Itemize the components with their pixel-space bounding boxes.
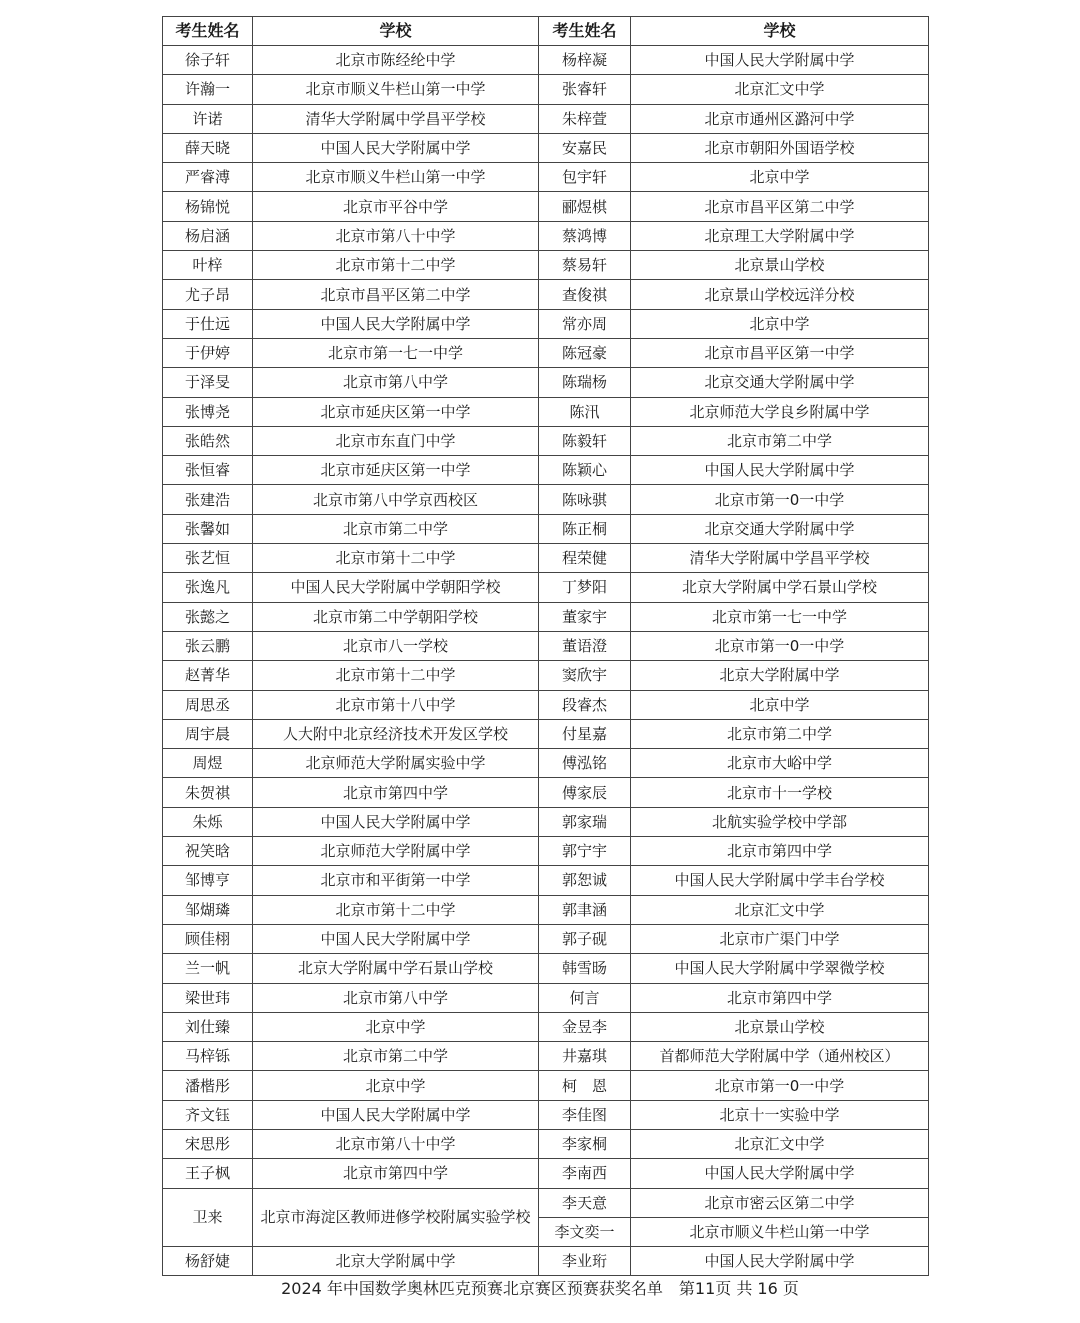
school-cell: 北京中学	[631, 309, 929, 338]
name-cell: 张逸凡	[163, 573, 253, 602]
table-row	[163, 221, 929, 250]
school-cell: 北京市第八十中学	[253, 221, 539, 250]
name-cell: 郭家瑞	[539, 807, 631, 836]
school-cell: 中国人民大学附属中学	[631, 456, 929, 485]
name-cell: 包宇轩	[539, 163, 631, 192]
table-row	[163, 778, 929, 807]
name-cell: 邹博亨	[163, 866, 253, 895]
school-cell: 北京市第十二中学	[253, 544, 539, 573]
name-cell: 张馨如	[163, 514, 253, 543]
table-row	[163, 807, 929, 836]
name-cell: 董语澄	[539, 631, 631, 660]
name-cell: 丁梦阳	[539, 573, 631, 602]
table-row	[163, 368, 929, 397]
name-cell: 张恒睿	[163, 456, 253, 485]
award-table	[162, 16, 929, 1276]
school-cell: 北京市第八十中学	[253, 1129, 539, 1158]
table-row	[163, 309, 929, 338]
name-cell: 陈瑞杨	[539, 368, 631, 397]
school-cell: 北京市延庆区第一中学	[253, 397, 539, 426]
school-cell: 北京市平谷中学	[253, 192, 539, 221]
school-cell: 北京市第一0一中学	[631, 631, 929, 660]
table-row	[163, 544, 929, 573]
school-cell: 北京市第二中学朝阳学校	[253, 602, 539, 631]
name-cell: 蔡鸿博	[539, 221, 631, 250]
school-cell: 北京市顺义牛栏山第一中学	[253, 75, 539, 104]
school-cell: 北京景山学校	[631, 1012, 929, 1041]
header-school-right: 学校	[631, 17, 929, 46]
school-cell: 北京师范大学附属实验中学	[253, 749, 539, 778]
name-cell: 朱贺祺	[163, 778, 253, 807]
name-cell: 尤子昂	[163, 280, 253, 309]
table-row	[163, 485, 929, 514]
name-cell: 郭宁宇	[539, 837, 631, 866]
name-cell: 何言	[539, 983, 631, 1012]
school-cell: 北京汇文中学	[631, 75, 929, 104]
name-cell: 邹煳璘	[163, 895, 253, 924]
table-row	[163, 514, 929, 543]
school-cell: 北京师范大学附属中学	[253, 837, 539, 866]
table-row	[163, 1042, 929, 1071]
name-cell: 王子枫	[163, 1159, 253, 1188]
name-cell: 查俊祺	[539, 280, 631, 309]
name-cell: 朱烁	[163, 807, 253, 836]
table-row	[163, 602, 929, 631]
name-cell: 安嘉民	[539, 133, 631, 162]
table-row	[163, 895, 929, 924]
name-cell: 井嘉琪	[539, 1042, 631, 1071]
school-cell: 北京市第一0一中学	[631, 485, 929, 514]
name-cell: 兰一帆	[163, 954, 253, 983]
school-cell: 北京十一实验中学	[631, 1100, 929, 1129]
school-cell: 北京市海淀区教师进修学校附属实验学校	[253, 1188, 539, 1247]
table-row	[163, 133, 929, 162]
name-cell: 宋思彤	[163, 1129, 253, 1158]
name-cell: 杨梓凝	[539, 46, 631, 75]
school-cell: 北京市密云区第二中学	[631, 1188, 929, 1217]
name-cell: 周思丞	[163, 690, 253, 719]
name-cell: 朱梓萱	[539, 104, 631, 133]
table-row	[163, 1188, 929, 1217]
name-cell: 许诺	[163, 104, 253, 133]
table-row	[163, 1071, 929, 1100]
name-cell: 柯 恩	[539, 1071, 631, 1100]
table-row	[163, 163, 929, 192]
table-row	[163, 837, 929, 866]
table-row	[163, 251, 929, 280]
name-cell: 张建浩	[163, 485, 253, 514]
school-cell: 北京市昌平区第一中学	[631, 338, 929, 367]
name-cell: 刘仕臻	[163, 1012, 253, 1041]
name-cell: 陈毅轩	[539, 426, 631, 455]
school-cell: 北京中学	[253, 1012, 539, 1041]
name-cell: 叶梓	[163, 251, 253, 280]
school-cell: 中国人民大学附属中学	[253, 807, 539, 836]
table-row	[163, 75, 929, 104]
name-cell: 赵菁华	[163, 661, 253, 690]
name-cell: 傅家辰	[539, 778, 631, 807]
name-cell: 杨舒婕	[163, 1247, 253, 1276]
table-row	[163, 924, 929, 953]
school-cell: 中国人民大学附属中学	[253, 1100, 539, 1129]
name-cell: 梁世玮	[163, 983, 253, 1012]
table-row	[163, 456, 929, 485]
school-cell: 中国人民大学附属中学朝阳学校	[253, 573, 539, 602]
school-cell: 北京市十一学校	[631, 778, 929, 807]
name-cell: 张艺恒	[163, 544, 253, 573]
school-cell: 北京市大峪中学	[631, 749, 929, 778]
school-cell: 北京市顺义牛栏山第一中学	[631, 1217, 929, 1246]
table-row	[163, 397, 929, 426]
school-cell: 中国人民大学附属中学翠微学校	[631, 954, 929, 983]
table-header-row	[163, 17, 929, 46]
school-cell: 北京市第八中学京西校区	[253, 485, 539, 514]
school-cell: 北京汇文中学	[631, 1129, 929, 1158]
name-cell: 张皓然	[163, 426, 253, 455]
school-cell: 北航实验学校中学部	[631, 807, 929, 836]
school-cell: 中国人民大学附属中学	[631, 1159, 929, 1188]
school-cell: 北京市朝阳外国语学校	[631, 133, 929, 162]
school-cell: 北京市第十二中学	[253, 661, 539, 690]
school-cell: 中国人民大学附属中学	[253, 309, 539, 338]
school-cell: 中国人民大学附属中学	[631, 1247, 929, 1276]
school-cell: 北京交通大学附属中学	[631, 368, 929, 397]
school-cell: 北京市广渠门中学	[631, 924, 929, 953]
school-cell: 北京市第二中学	[253, 1042, 539, 1071]
name-cell: 郭恕诚	[539, 866, 631, 895]
school-cell: 北京市第四中学	[631, 983, 929, 1012]
table-row	[163, 1012, 929, 1041]
school-cell: 北京市第十二中学	[253, 251, 539, 280]
name-cell: 于伊婷	[163, 338, 253, 367]
name-cell: 陈咏骐	[539, 485, 631, 514]
school-cell: 北京市第二中学	[631, 719, 929, 748]
school-cell: 北京市通州区潞河中学	[631, 104, 929, 133]
school-cell: 北京市第一0一中学	[631, 1071, 929, 1100]
name-cell: 蔡易轩	[539, 251, 631, 280]
name-cell: 常亦周	[539, 309, 631, 338]
school-cell: 清华大学附属中学昌平学校	[631, 544, 929, 573]
name-cell: 陈正桐	[539, 514, 631, 543]
school-cell: 北京大学附属中学石景山学校	[631, 573, 929, 602]
name-cell: 严睿溥	[163, 163, 253, 192]
school-cell: 人大附中北京经济技术开发区学校	[253, 719, 539, 748]
school-cell: 北京市第四中学	[253, 778, 539, 807]
name-cell: 祝笑晗	[163, 837, 253, 866]
table-row	[163, 280, 929, 309]
name-cell: 杨启涵	[163, 221, 253, 250]
name-cell: 陈颖心	[539, 456, 631, 485]
school-cell: 中国人民大学附属中学	[253, 924, 539, 953]
name-cell: 许瀚一	[163, 75, 253, 104]
school-cell: 北京市第二中学	[631, 426, 929, 455]
table-row	[163, 954, 929, 983]
table-row	[163, 719, 929, 748]
name-cell: 金昱李	[539, 1012, 631, 1041]
name-cell: 周煜	[163, 749, 253, 778]
table-row	[163, 104, 929, 133]
school-cell: 北京市第一七一中学	[253, 338, 539, 367]
name-cell: 程荣健	[539, 544, 631, 573]
school-cell: 北京师范大学良乡附属中学	[631, 397, 929, 426]
school-cell: 北京市第八中学	[253, 368, 539, 397]
table-row	[163, 749, 929, 778]
school-cell: 北京大学附属中学	[631, 661, 929, 690]
table-row	[163, 192, 929, 221]
school-cell: 北京市第一七一中学	[631, 602, 929, 631]
name-cell: 郭子砚	[539, 924, 631, 953]
school-cell: 首都师范大学附属中学（通州校区）	[631, 1042, 929, 1071]
header-school-left: 学校	[253, 17, 539, 46]
name-cell: 李业珩	[539, 1247, 631, 1276]
name-cell: 张懿之	[163, 602, 253, 631]
page-footer: 2024 年中国数学奥林匹克预赛北京赛区预赛获奖名单 第11页 共 16 页	[281, 1279, 799, 1298]
table-row	[163, 46, 929, 75]
name-cell: 李天意	[539, 1188, 631, 1217]
name-cell: 郦煜棋	[539, 192, 631, 221]
name-cell: 李文奕一	[539, 1217, 631, 1246]
name-cell: 张博尧	[163, 397, 253, 426]
name-cell: 徐子轩	[163, 46, 253, 75]
name-cell: 马梓铄	[163, 1042, 253, 1071]
name-cell: 董家宇	[539, 602, 631, 631]
table-row	[163, 983, 929, 1012]
school-cell: 北京中学	[253, 1071, 539, 1100]
name-cell: 于仕远	[163, 309, 253, 338]
school-cell: 北京交通大学附属中学	[631, 514, 929, 543]
table-row	[163, 426, 929, 455]
name-cell: 李家桐	[539, 1129, 631, 1158]
name-cell: 李佳图	[539, 1100, 631, 1129]
school-cell: 北京市第十二中学	[253, 895, 539, 924]
school-cell: 北京市顺义牛栏山第一中学	[253, 163, 539, 192]
table-row	[163, 1129, 929, 1158]
school-cell: 北京中学	[631, 163, 929, 192]
school-cell: 北京市昌平区第二中学	[253, 280, 539, 309]
table-body	[163, 46, 929, 1276]
school-cell: 北京市昌平区第二中学	[631, 192, 929, 221]
name-cell: 韩雪旸	[539, 954, 631, 983]
school-cell: 清华大学附属中学昌平学校	[253, 104, 539, 133]
name-cell: 郭聿涵	[539, 895, 631, 924]
name-cell: 潘楷彤	[163, 1071, 253, 1100]
school-cell: 北京大学附属中学石景山学校	[253, 954, 539, 983]
school-cell: 北京市陈经纶中学	[253, 46, 539, 75]
header-name-left: 考生姓名	[163, 17, 253, 46]
name-cell: 张睿轩	[539, 75, 631, 104]
table-row	[163, 338, 929, 367]
name-cell: 卫来	[163, 1188, 253, 1247]
name-cell: 杨锦悦	[163, 192, 253, 221]
name-cell: 张云鹏	[163, 631, 253, 660]
school-cell: 北京市第八中学	[253, 983, 539, 1012]
table-row	[163, 1159, 929, 1188]
name-cell: 付星嘉	[539, 719, 631, 748]
table-row	[163, 690, 929, 719]
school-cell: 北京市第四中学	[631, 837, 929, 866]
table-row	[163, 866, 929, 895]
name-cell: 窦欣宇	[539, 661, 631, 690]
name-cell: 段睿杰	[539, 690, 631, 719]
school-cell: 中国人民大学附属中学	[253, 133, 539, 162]
school-cell: 北京市和平街第一中学	[253, 866, 539, 895]
name-cell: 李南西	[539, 1159, 631, 1188]
name-cell: 周宇晨	[163, 719, 253, 748]
name-cell: 陈冠豪	[539, 338, 631, 367]
name-cell: 陈汛	[539, 397, 631, 426]
table-row	[163, 1247, 929, 1276]
school-cell: 北京市第十八中学	[253, 690, 539, 719]
school-cell: 北京大学附属中学	[253, 1247, 539, 1276]
school-cell: 北京市第二中学	[253, 514, 539, 543]
name-cell: 薛天晓	[163, 133, 253, 162]
table-row	[163, 1100, 929, 1129]
school-cell: 北京景山学校	[631, 251, 929, 280]
award-list-sheet	[162, 16, 928, 1274]
school-cell: 北京市八一学校	[253, 631, 539, 660]
school-cell: 北京市东直门中学	[253, 426, 539, 455]
name-cell: 齐文钰	[163, 1100, 253, 1129]
school-cell: 中国人民大学附属中学	[631, 46, 929, 75]
table-row	[163, 573, 929, 602]
school-cell: 中国人民大学附属中学丰台学校	[631, 866, 929, 895]
name-cell: 傅泓铭	[539, 749, 631, 778]
school-cell: 北京市第四中学	[253, 1159, 539, 1188]
school-cell: 北京市延庆区第一中学	[253, 456, 539, 485]
header-name-right: 考生姓名	[539, 17, 631, 46]
school-cell: 北京汇文中学	[631, 895, 929, 924]
name-cell: 顾佳栩	[163, 924, 253, 953]
school-cell: 北京景山学校远洋分校	[631, 280, 929, 309]
school-cell: 北京理工大学附属中学	[631, 221, 929, 250]
table-row	[163, 661, 929, 690]
school-cell: 北京中学	[631, 690, 929, 719]
table-row	[163, 631, 929, 660]
name-cell: 于泽旻	[163, 368, 253, 397]
